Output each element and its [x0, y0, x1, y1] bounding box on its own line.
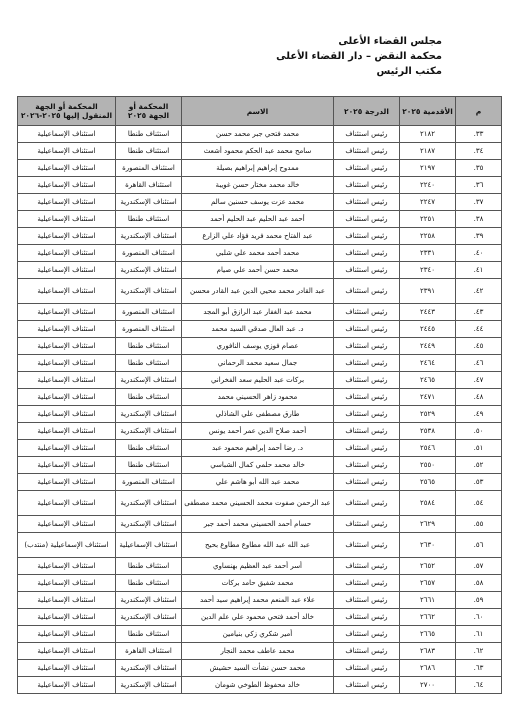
row-seniority: ٢٥٥٠: [400, 457, 456, 474]
row-grade: رئيس استئناف: [334, 626, 400, 643]
table-row: [18, 304, 502, 321]
row-name: أحمد صلاح الدين عمر أحمد يونس: [182, 423, 334, 440]
row-court: استئناف طنطا: [116, 389, 182, 406]
table-row: [18, 457, 502, 474]
row-court: استئناف الإسكندرية: [116, 406, 182, 423]
row-seniority: ٢٦٨٣: [400, 643, 456, 660]
row-destination: استئناف الإسماعيلية: [18, 660, 116, 677]
row-grade: رئيس استئناف: [334, 457, 400, 474]
row-grade: رئيس استئناف: [334, 372, 400, 389]
council-title: مجلس القضاء الأعلى: [338, 36, 442, 47]
row-grade: رئيس استئناف: [334, 533, 400, 558]
table-row: [18, 228, 502, 245]
row-court: استئناف طنطا: [116, 440, 182, 457]
row-destination: استئناف الإسماعيلية: [18, 160, 116, 177]
table-row: [18, 677, 502, 694]
row-seniority: ٢٦٥٧: [400, 575, 456, 592]
table-row: [18, 440, 502, 457]
row-seniority: ٢٣٣١: [400, 245, 456, 262]
row-grade: رئيس استئناف: [334, 194, 400, 211]
row-name: أسر أحمد عبد العظيم بهنساوي: [182, 558, 334, 575]
row-destination: استئناف الإسماعيلية: [18, 338, 116, 355]
row-index: ٤٠.: [456, 245, 502, 262]
row-seniority: ٢٥٤٦: [400, 440, 456, 457]
row-name: أحمد عبد الحليم عبد الحليم أحمد: [182, 211, 334, 228]
row-destination: استئناف الإسماعيلية: [18, 558, 116, 575]
row-grade: رئيس استئناف: [334, 575, 400, 592]
row-name: محمد فتحي جبر محمد حسن: [182, 126, 334, 143]
row-seniority: ٢٤٤٣: [400, 304, 456, 321]
row-seniority: ٢٧٠٠: [400, 677, 456, 694]
table-row: [18, 533, 502, 558]
row-seniority: ٢٤٦٤: [400, 355, 456, 372]
row-grade: رئيس استئناف: [334, 211, 400, 228]
row-court: استئناف الإسكندرية: [116, 516, 182, 533]
row-index: ٥٥.: [456, 516, 502, 533]
table-row: [18, 126, 502, 143]
table-row: [18, 406, 502, 423]
row-name: عبد القادر محمد محيي الدين عبد القادر محسن: [182, 279, 334, 304]
table-row: [18, 660, 502, 677]
col-header-grade: الدرجة ٢٠٢٥: [334, 97, 400, 126]
row-index: ٤٧.: [456, 372, 502, 389]
row-index: ٤٤.: [456, 321, 502, 338]
col-header-court: المحكمة أو الجهة ٢٠٢٥: [116, 97, 182, 126]
row-name: سامح محمد عبد الحكم محمود أشعث: [182, 143, 334, 160]
row-name: ممدوح إبراهيم إبراهيم بصيلة: [182, 160, 334, 177]
row-seniority: ٢٦٣٠: [400, 533, 456, 558]
row-grade: رئيس استئناف: [334, 677, 400, 694]
row-destination: استئناف الإسماعيلية: [18, 143, 116, 160]
row-grade: رئيس استئناف: [334, 126, 400, 143]
table-row: [18, 474, 502, 491]
row-index: ٤٩.: [456, 406, 502, 423]
table-row: [18, 491, 502, 516]
table-row: [18, 262, 502, 279]
row-index: ٥٧.: [456, 558, 502, 575]
row-seniority: ٢٢٥١: [400, 211, 456, 228]
row-name: د. عبد العال صدقي السيد محمد: [182, 321, 334, 338]
row-name: جمال سعيد محمد الرحماني: [182, 355, 334, 372]
row-destination: استئناف الإسماعيلية: [18, 177, 116, 194]
row-destination: استئناف الإسماعيلية: [18, 643, 116, 660]
row-court: استئناف الإسكندرية: [116, 262, 182, 279]
row-destination: استئناف الإسماعيلية: [18, 211, 116, 228]
table-row: [18, 279, 502, 304]
row-destination: استئناف الإسماعيلية: [18, 592, 116, 609]
table-row: [18, 389, 502, 406]
row-index: ٥٢.: [456, 457, 502, 474]
col-header-name: الاسم: [182, 97, 334, 126]
row-destination: استئناف الإسماعيلية: [18, 228, 116, 245]
row-grade: رئيس استئناف: [334, 558, 400, 575]
row-index: ٣٤.: [456, 143, 502, 160]
table-row: [18, 609, 502, 626]
court-title: محكمة النقض – دار القضاء الأعلى: [276, 51, 442, 62]
row-grade: رئيس استئناف: [334, 592, 400, 609]
row-name: محمد حسن نشأت السيد حشيش: [182, 660, 334, 677]
row-seniority: ٢٦٦١: [400, 592, 456, 609]
row-name: محمد عاطف محمد النجار: [182, 643, 334, 660]
row-grade: رئيس استئناف: [334, 321, 400, 338]
row-court: استئناف طنطا: [116, 126, 182, 143]
row-grade: رئيس استئناف: [334, 423, 400, 440]
row-destination: استئناف الإسماعيلية: [18, 406, 116, 423]
row-seniority: ٢٤٤٩: [400, 338, 456, 355]
row-name: خالد محمد حلمي كمال الشباسي: [182, 457, 334, 474]
row-index: ٥٨.: [456, 575, 502, 592]
row-grade: رئيس استئناف: [334, 177, 400, 194]
row-index: ٦٠.: [456, 609, 502, 626]
row-destination: استئناف الإسماعيلية: [18, 262, 116, 279]
row-court: استئناف الإسكندرية: [116, 491, 182, 516]
row-grade: رئيس استئناف: [334, 491, 400, 516]
row-destination: استئناف الإسماعيلية: [18, 389, 116, 406]
row-seniority: ٢٤٦٥: [400, 372, 456, 389]
row-index: ٥١.: [456, 440, 502, 457]
row-court: استئناف طنطا: [116, 355, 182, 372]
row-index: ٤٦.: [456, 355, 502, 372]
row-index: ٣٨.: [456, 211, 502, 228]
row-index: ٤٢.: [456, 279, 502, 304]
row-grade: رئيس استئناف: [334, 609, 400, 626]
row-seniority: ٢١٩٧: [400, 160, 456, 177]
row-name: حسام أحمد الحسيني محمد أحمد جبر: [182, 516, 334, 533]
row-grade: رئيس استئناف: [334, 143, 400, 160]
row-destination: استئناف الإسماعيلية: [18, 304, 116, 321]
row-name: خالد محفوظ الطوخي شومان: [182, 677, 334, 694]
table-row: [18, 160, 502, 177]
table-row: [18, 372, 502, 389]
row-court: استئناف المنصورة: [116, 160, 182, 177]
row-name: أمير شكري زكي بنيامين: [182, 626, 334, 643]
row-seniority: ٢٢٥٨: [400, 228, 456, 245]
table-row: [18, 575, 502, 592]
row-name: عبد الفتاح محمد فريد فؤاد علي الزارع: [182, 228, 334, 245]
row-name: محمد أحمد محمد علي شلبي: [182, 245, 334, 262]
row-seniority: ٢٢٤٠: [400, 177, 456, 194]
row-grade: رئيس استئناف: [334, 160, 400, 177]
row-grade: رئيس استئناف: [334, 516, 400, 533]
table-row: [18, 558, 502, 575]
row-name: محمد عبد الله أبو هاشم علي: [182, 474, 334, 491]
row-court: استئناف الإسكندرية: [116, 194, 182, 211]
row-destination: استئناف الإسماعيلية: [18, 677, 116, 694]
row-grade: رئيس استئناف: [334, 440, 400, 457]
row-court: استئناف طنطا: [116, 338, 182, 355]
row-court: استئناف المنصورة: [116, 321, 182, 338]
row-grade: رئيس استئناف: [334, 304, 400, 321]
row-index: ٤٣.: [456, 304, 502, 321]
table-row: [18, 194, 502, 211]
row-grade: رئيس استئناف: [334, 279, 400, 304]
row-court: استئناف الإسكندرية: [116, 279, 182, 304]
table-row: [18, 643, 502, 660]
table-row: [18, 177, 502, 194]
row-grade: رئيس استئناف: [334, 245, 400, 262]
row-grade: رئيس استئناف: [334, 406, 400, 423]
row-name: محمود زاهر الحسيني محمد: [182, 389, 334, 406]
document-header: [142, 34, 442, 79]
row-court: استئناف الإسكندرية: [116, 423, 182, 440]
row-index: ٥٠.: [456, 423, 502, 440]
row-destination: استئناف الإسماعيلية: [18, 126, 116, 143]
row-destination: استئناف الإسماعيلية: [18, 245, 116, 262]
row-court: استئناف طنطا: [116, 143, 182, 160]
row-court: استئناف طنطا: [116, 626, 182, 643]
row-index: ٤٨.: [456, 389, 502, 406]
row-index: ٥٩.: [456, 592, 502, 609]
row-index: ٣٧.: [456, 194, 502, 211]
row-destination: استئناف الإسماعيلية: [18, 575, 116, 592]
row-court: استئناف القاهرة: [116, 177, 182, 194]
row-seniority: ٢٣٤٠: [400, 262, 456, 279]
row-court: استئناف المنصورة: [116, 245, 182, 262]
table-row: [18, 245, 502, 262]
row-destination: استئناف الإسماعيلية: [18, 516, 116, 533]
table-row: [18, 355, 502, 372]
row-index: ٣٩.: [456, 228, 502, 245]
row-index: ٥٤.: [456, 491, 502, 516]
row-seniority: ٢٥٦٥: [400, 474, 456, 491]
row-name: محمد عزت يوسف حسنين سالم: [182, 194, 334, 211]
row-destination: استئناف الإسماعيلية: [18, 609, 116, 626]
row-name: خالد أحمد فتحي محمود علي علم الدين: [182, 609, 334, 626]
row-index: ٦١.: [456, 626, 502, 643]
row-seniority: ٢٦٨٦: [400, 660, 456, 677]
row-grade: رئيس استئناف: [334, 355, 400, 372]
table-row: [18, 143, 502, 160]
row-name: محمد حسن أحمد علي صيام: [182, 262, 334, 279]
row-grade: رئيس استئناف: [334, 262, 400, 279]
row-name: د. رضا أحمد إبراهيم محمود عبد: [182, 440, 334, 457]
row-destination: استئناف الإسماعيلية: [18, 440, 116, 457]
row-index: ٦٢.: [456, 643, 502, 660]
row-grade: رئيس استئناف: [334, 389, 400, 406]
col-header-seniority: الأقدمية ٢٠٢٥: [400, 97, 456, 126]
row-court: استئناف الإسكندرية: [116, 592, 182, 609]
row-destination: استئناف الإسماعيلية: [18, 279, 116, 304]
table-row: [18, 321, 502, 338]
row-destination: استئناف الإسماعيلية: [18, 626, 116, 643]
row-seniority: ٢٦٦٢: [400, 609, 456, 626]
row-name: عصام فوزي يوسف النافوري: [182, 338, 334, 355]
row-name: عبد الرحمن صفوت محمد الحسيني محمد مصطفى: [182, 491, 334, 516]
row-index: ٥٣.: [456, 474, 502, 491]
row-grade: رئيس استئناف: [334, 474, 400, 491]
row-seniority: ٢٦٢٩: [400, 516, 456, 533]
row-grade: رئيس استئناف: [334, 338, 400, 355]
row-destination: استئناف الإسماعيلية: [18, 372, 116, 389]
col-header-index: م: [456, 97, 502, 126]
row-name: طارق مصطفى علي الشاذلي: [182, 406, 334, 423]
row-name: بركات عبد الحليم سعد الفخراني: [182, 372, 334, 389]
row-destination: استئناف الإسماعيلية: [18, 491, 116, 516]
row-grade: رئيس استئناف: [334, 660, 400, 677]
row-seniority: ٢٤٧١: [400, 389, 456, 406]
row-seniority: ٢٥٢٩: [400, 406, 456, 423]
row-destination: استئناف الإسماعيلية: [18, 474, 116, 491]
row-court: استئناف الإسكندرية: [116, 677, 182, 694]
row-name: عبد الله عبد الله مطاوع مطاوع بحيح: [182, 533, 334, 558]
row-seniority: ٢٢٤٧: [400, 194, 456, 211]
row-court: استئناف الإسماعيلية: [116, 533, 182, 558]
row-court: استئناف المنصورة: [116, 304, 182, 321]
row-court: استئناف الإسكندرية: [116, 372, 182, 389]
table-row: [18, 338, 502, 355]
row-seniority: ٢٣٩١: [400, 279, 456, 304]
row-court: استئناف طنطا: [116, 575, 182, 592]
transfer-table: [17, 96, 502, 694]
office-title: مكتب الرئيس: [376, 66, 442, 77]
row-index: ٣٣.: [456, 126, 502, 143]
row-index: ٦٣.: [456, 660, 502, 677]
row-name: علاء عبد المنعم محمد إبراهيم سيد أحمد: [182, 592, 334, 609]
row-name: خالد محمد مختار حسن غويبة: [182, 177, 334, 194]
row-index: ٣٥.: [456, 160, 502, 177]
row-seniority: ٢٥٣٨: [400, 423, 456, 440]
table-row: [18, 423, 502, 440]
row-seniority: ٢٤٤٥: [400, 321, 456, 338]
row-court: استئناف الإسكندرية: [116, 228, 182, 245]
row-court: استئناف القاهرة: [116, 643, 182, 660]
table-row: [18, 592, 502, 609]
row-seniority: ٢١٨٧: [400, 143, 456, 160]
table-row: [18, 626, 502, 643]
row-index: ٦٤.: [456, 677, 502, 694]
row-index: ٤١.: [456, 262, 502, 279]
row-destination: استئناف الإسماعيلية: [18, 423, 116, 440]
row-seniority: ٢٦٥٢: [400, 558, 456, 575]
row-court: استئناف المنصورة: [116, 474, 182, 491]
table-header-row: [18, 97, 502, 126]
row-destination: استئناف الإسماعيلية: [18, 321, 116, 338]
row-seniority: ٢٦٦٥: [400, 626, 456, 643]
row-name: محمد شفيق حامد بركات: [182, 575, 334, 592]
row-destination: استئناف الإسماعيلية: [18, 194, 116, 211]
table-row: [18, 211, 502, 228]
row-index: ٣٦.: [456, 177, 502, 194]
row-court: استئناف الإسكندرية: [116, 660, 182, 677]
row-name: محمد عبد الغفار عبد الرازق أبو المجد: [182, 304, 334, 321]
row-index: ٤٥.: [456, 338, 502, 355]
row-destination: استئناف الإسماعيلية (منتدب): [18, 533, 116, 558]
row-court: استئناف طنطا: [116, 211, 182, 228]
row-grade: رئيس استئناف: [334, 228, 400, 245]
row-seniority: ٢١٨٢: [400, 126, 456, 143]
table-row: [18, 516, 502, 533]
row-court: استئناف طنطا: [116, 457, 182, 474]
row-destination: استئناف الإسماعيلية: [18, 355, 116, 372]
row-index: ٥٦.: [456, 533, 502, 558]
row-destination: استئناف الإسماعيلية: [18, 457, 116, 474]
row-grade: رئيس استئناف: [334, 643, 400, 660]
row-court: استئناف طنطا: [116, 558, 182, 575]
row-court: استئناف الإسكندرية: [116, 609, 182, 626]
row-seniority: ٢٥٨٤: [400, 491, 456, 516]
col-header-destination: المحكمة أو الجهة المنقول إليها ٢٠٢٥-٢٠٢٦: [18, 97, 116, 126]
